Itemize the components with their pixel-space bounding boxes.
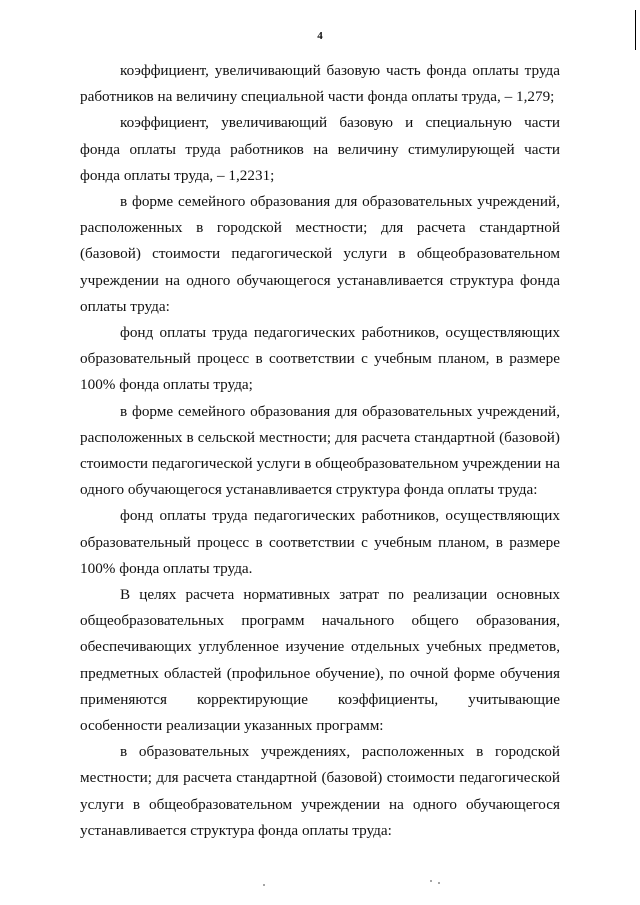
paragraph-coefficient-special: коэффициент, увеличивающий базовую часть фонда оплаты труда работников на величину специальной части фонда оплаты труда, – 1,279; [80,62,560,106]
document-body [80,58,560,844]
paragraph-family-education-urban: в форме семейного образования для образовательных учреждений, расположенных в городской местности; для расчета стандартной (базовой) стоимости педагогической услуги в общеобразовательном учреждении на одного обучающегося устанавливается структура фонда оплаты труда: [80,193,560,315]
paragraph-wage-fund-rural: фонд оплаты труда педагогических работников, осуществляющих образовательный процесс в соответствии с учебным планом, в размере 100% фонда оплаты труда. [80,507,560,577]
scan-artifact-dot [438,882,440,884]
paragraph-wage-fund-urban: фонд оплаты труда педагогических работников, осуществляющих образовательный процесс в соответствии с учебным планом, в размере 100% фонда оплаты труда; [80,324,560,394]
scan-artifact-dot [263,884,265,886]
paragraph-coefficient-stimulating: коэффициент, увеличивающий базовую и специальную части фонда оплаты труда работников на величину стимулирующей части фонда оплаты труда, – 1,2231; [80,114,560,184]
page-number: 4 [317,30,323,42]
paragraph-normative-costs: В целях расчета нормативных затрат по реализации основных общеобразовательных программ начального общего образования, обеспечивающих углубленное изучение отдельных учебных предметов, предметных областей (профильное обучение), по очной форме обучения применяются корректирующие коэффициенты, учитывающие особенности реализации указанных программ: [80,586,560,735]
paragraph-urban-institutions: в образовательных учреждениях, расположенных в городской местности; для расчета стандартной (базовой) стоимости педагогической услуги в общеобразовательном учреждении на одного обучающегося устанавливается структура фонда оплаты труда: [80,743,560,839]
scan-edge-mark [635,0,638,905]
scan-artifact-dot [430,880,432,882]
paragraph-family-education-rural: в форме семейного образования для образовательных учреждений, расположенных в сельской местности; для расчета стандартной (базовой) стоимости педагогической услуги в общеобразовательном учреждении на одного обучающегося устанавливается структура фонда оплаты труда: [80,402,560,499]
